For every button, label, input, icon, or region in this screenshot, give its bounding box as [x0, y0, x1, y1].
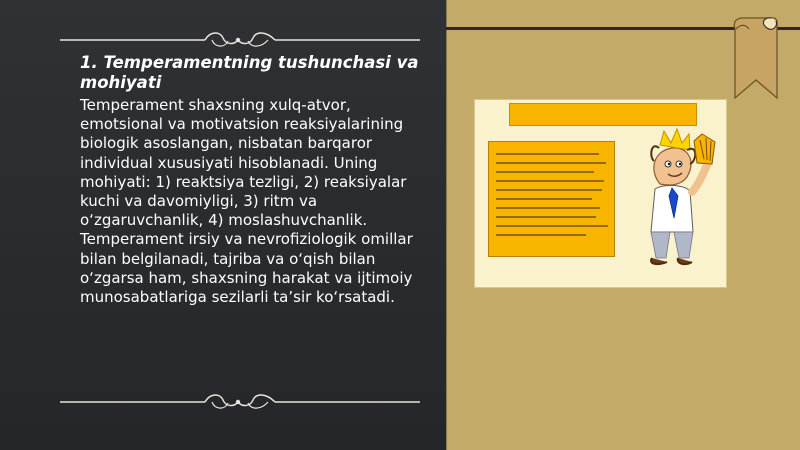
- top-flourish-divider-icon: [60, 28, 420, 52]
- image-header-banner: [509, 103, 697, 126]
- bottom-flourish-divider-icon: [60, 390, 420, 414]
- cartoon-character-icon: [620, 126, 720, 280]
- slide-body-text: Temperament shaxsning xulq-atvor, emotsional va motivatsion reaksiyalarining biologik asoslangan, nisbatan barqaror individual xususiyati hisoblanadi. Uning mohiyati: 1) reaktsiya tezligi, 2) reaksiyalar kuchi va davomiyligi, 3) ritm va o‘zgaruvchanlik, 4) moslashuvchanlik. Temperament irsiy va nevrofiziologik omillar bilan belgilanadi, tajriba va o‘qish bilan o‘zgarsa ham, shaxsning harakat va ijtimoiy munosabatlariga sezilarli ta’sir ko‘rsatadi.: [80, 96, 413, 307]
- ribbon-bookmark-icon: [729, 16, 779, 100]
- embedded-cartoon-image: [474, 99, 727, 288]
- image-text-box: [488, 141, 615, 257]
- slide-title: 1. Temperamentning tushunchasi va mohiyati: [80, 53, 419, 92]
